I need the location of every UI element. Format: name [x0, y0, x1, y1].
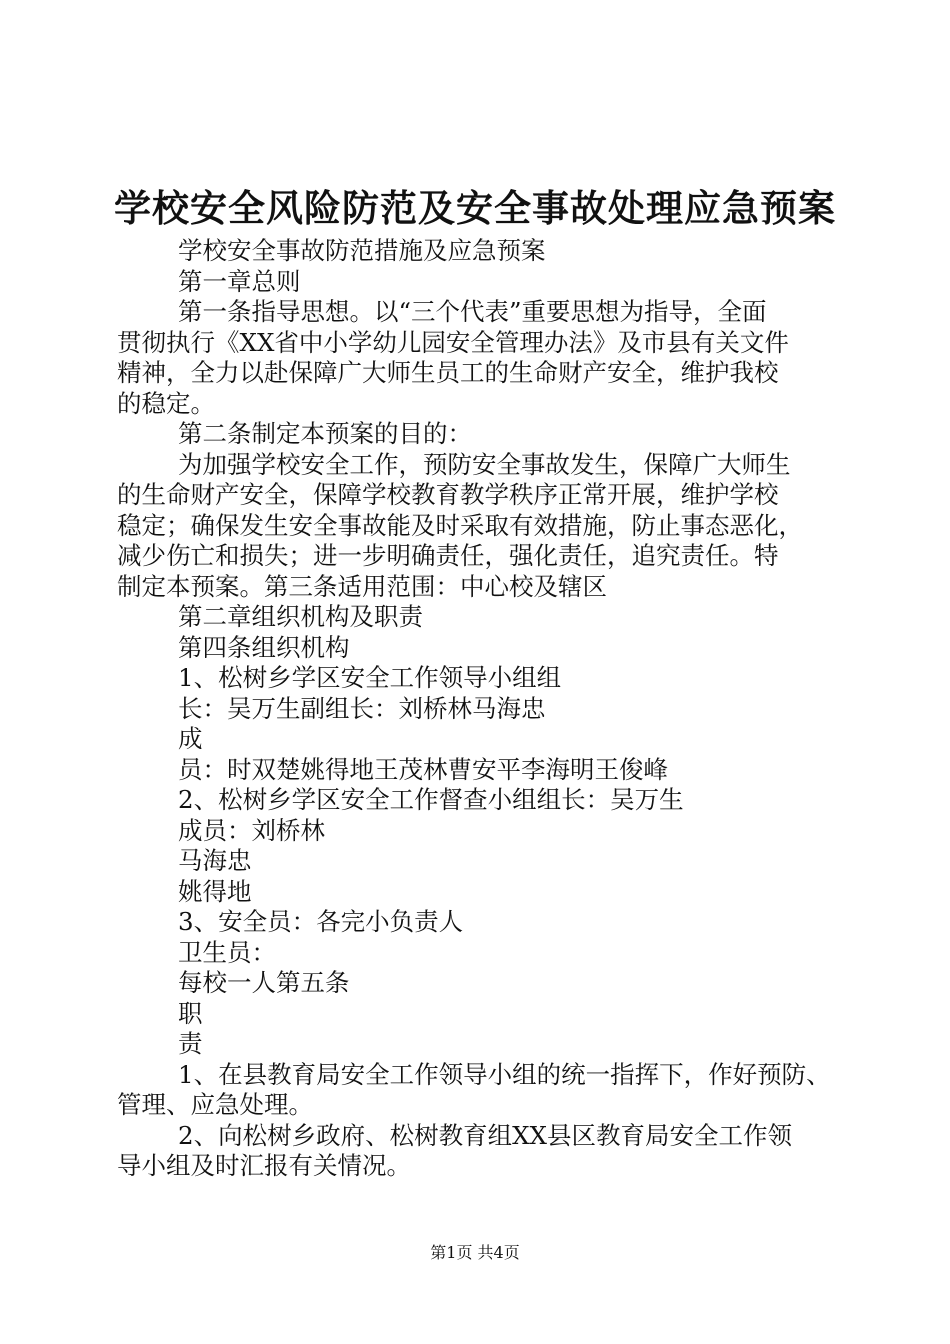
text-line: 每校一人第五条: [178, 968, 350, 997]
text-line: 3、安全员：各完小负责人: [178, 907, 464, 936]
text-line: 1、松树乡学区安全工作领导小组组: [178, 663, 562, 692]
document-body: [117, 236, 837, 1182]
text-line: 管理、应急处理。: [117, 1090, 313, 1119]
document-title: 学校安全风险防范及安全事故处理应急预案: [114, 186, 836, 230]
text-line: 第四条组织机构: [178, 632, 350, 662]
text-line: 成: [178, 724, 203, 753]
text-line: 姚得地: [178, 876, 252, 906]
text-line: 1、在县教育局安全工作领导小组的统一指挥下，作好预防、: [178, 1059, 831, 1089]
page-footer: 第1页 共4页: [430, 1243, 520, 1262]
text-line: 的稳定。: [117, 388, 215, 418]
text-line: 责: [178, 1029, 203, 1058]
text-line: 职: [178, 998, 203, 1028]
text-line: 为加强学校安全工作，预防安全事故发生，保障广大师生: [178, 449, 791, 479]
text-line: 成员：刘桥林: [178, 815, 325, 845]
text-line: 员：时双楚姚得地王茂林曹安平李海明王俊峰: [178, 754, 668, 784]
text-line: 卫生员：: [178, 937, 276, 967]
text-line: 长：吴万生副组长：刘桥林马海忠: [178, 693, 546, 723]
text-line: 马海忠: [178, 846, 252, 875]
text-line: 稳定；确保发生安全事故能及时采取有效措施，防止事态恶化，: [117, 510, 803, 540]
text-line: 制定本预案。第三条适用范围：中心校及辖区: [117, 571, 607, 601]
text-line: 贯彻执行《XX省中小学幼儿园安全管理办法》及市县有关文件: [117, 327, 789, 357]
text-line: 的生命财产安全，保障学校教育教学秩序正常开展，维护学校: [117, 480, 779, 509]
text-line: 第二章组织机构及职责: [178, 602, 423, 631]
text-line: 导小组及时汇报有关情况。: [117, 1151, 411, 1180]
text-line: 第一章总则: [178, 266, 301, 296]
text-line: 2、向松树乡政府、松树教育组XX县区教育局安全工作领: [178, 1120, 792, 1150]
text-line: 第一条指导思想。以“三个代表”重要思想为指导，全面: [178, 297, 767, 326]
text-line: 2、松树乡学区安全工作督查小组组长：吴万生: [178, 785, 684, 814]
text-line: 第二条制定本预案的目的：: [178, 419, 472, 448]
text-line: 学校安全事故防范措施及应急预案: [178, 236, 546, 265]
text-line: 精神，全力以赴保障广大师生员工的生命财产安全，维护我校: [117, 358, 779, 387]
text-line: 减少伤亡和损失；进一步明确责任，强化责任，追究责任。特: [117, 541, 779, 570]
